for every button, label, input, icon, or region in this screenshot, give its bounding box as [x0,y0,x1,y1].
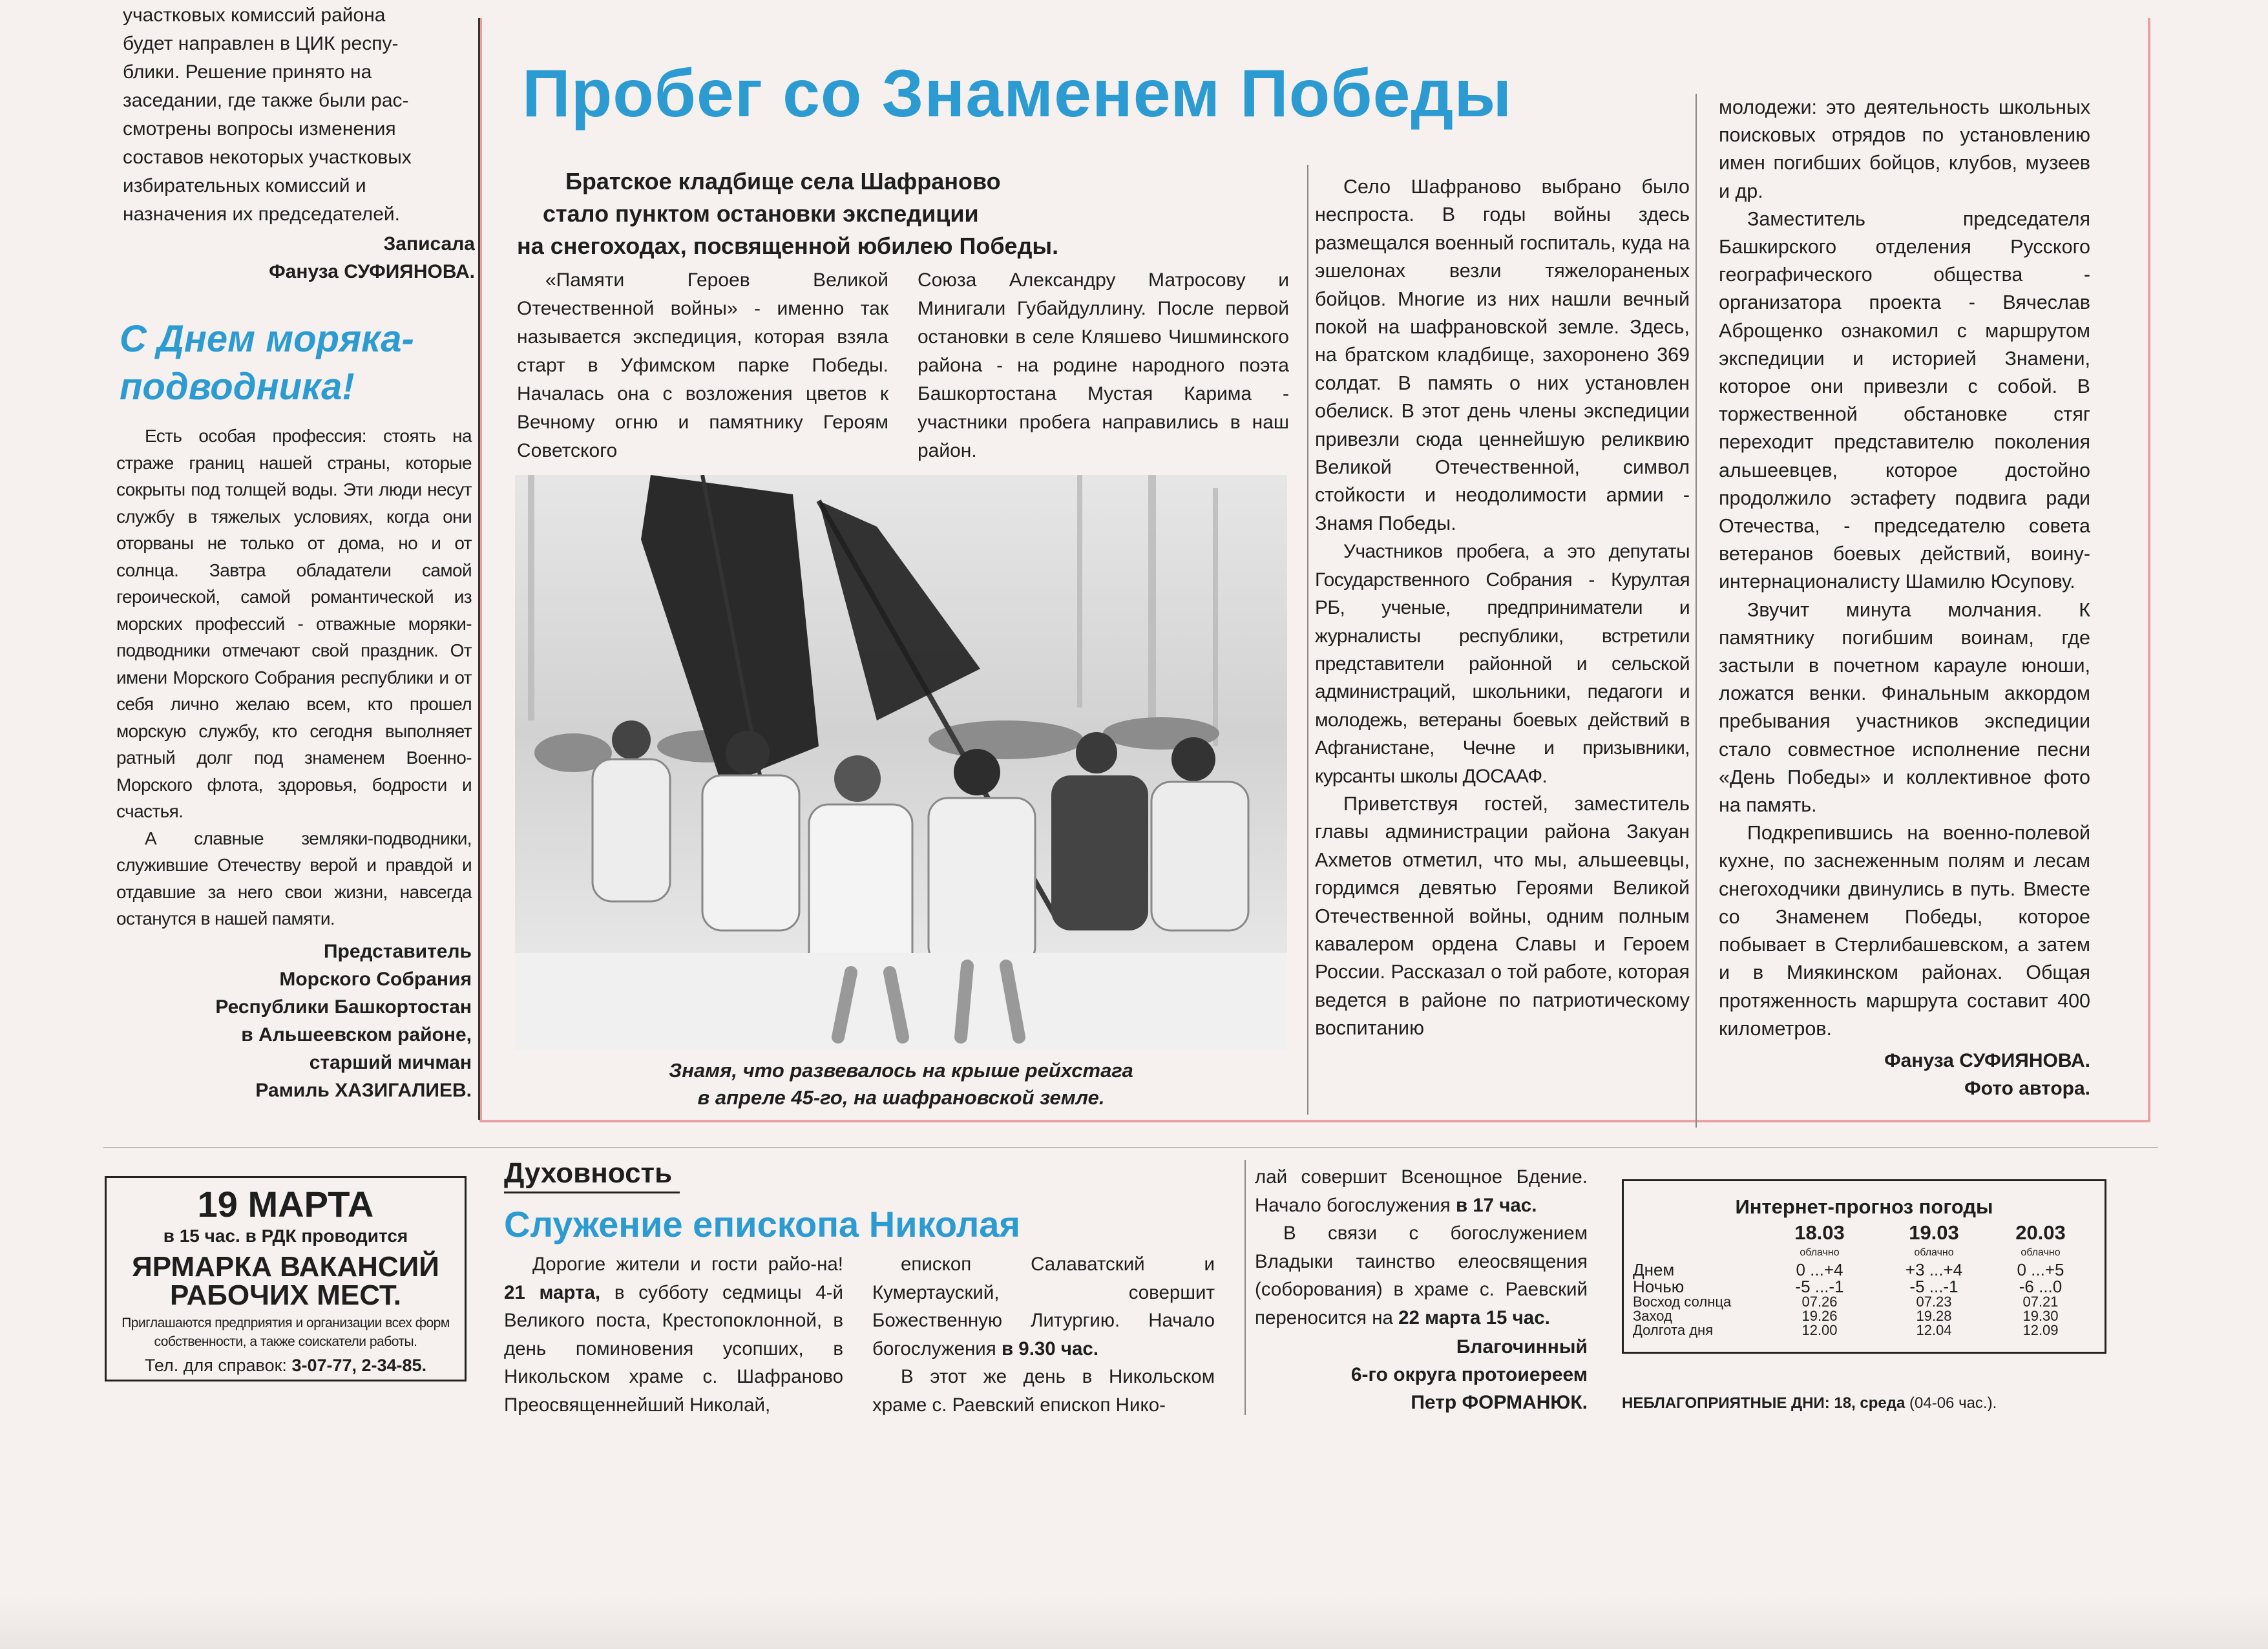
column-divider [478,18,480,1120]
main-col3: Село Шафраново выбрано было неспроста. В годы войны здесь размещался военный госпиталь, куда на эшелонах везли тяжелораненых бойцов. Многие из них нашли вечный покой на шафрановской земле. Здесь, на братском кладбище, захоронено 369 солдат. В память о них установлен обелиск. В этот день члены экспедиции привезли сюда ценнейшую реликвию Великой Отечественной, символ стойкости и неодолимости армии - Знамя Победы. Участников пробега, а это депутаты Государственного Собрания - Курултая РБ, ученые, предприниматели и журналисты республики, встретили представители районной и сельской администраций, школьники, педагоги и молодежь, ветераны боевых действий в Афганистане, Чечне и призывники, курсанты школы ДОСААФ. Приветствуя гостей, заместитель главы администрации района Закуан Ахметов отметил, что мы, альшеевцы, гордимся девятью Героями Великой Отечественной войны, одним полным кавалером ордена Славы и Героем России. Рассказал о той работе, которая ведется в районе по патриотическому воспитанию [1315,176,1690,1040]
weather-dates: 18.03 19.03 20.03 [1794,1221,2066,1244]
spirituality-col3: лай совершит Всенощное Бдение. Начало богослужения в 17 час. В связи с богослужением Владыки таинство елеосвящения (соборования) в храме с. Раевский переносится на 22 марта 15 час. Благочинный 6-го округа протоиереем Петр ФОРМАНЮК. [1255,1163,1588,1416]
paper-edge [0,1596,2268,1649]
weather-row: Ночью -5 ...-1 -5 ...-1 -6 ...0 [1633,1277,2063,1296]
main-signature: Фануза СУФИЯНОВА. Фото автора. [1884,1049,2090,1099]
spirituality-col1: Дорогие жители и гости райо-на! 21 марта, в субботу седмицы 4-й Великого поста, Крестопоклонной, в день поминовения усопших, в Никольском храме с. Шафраново Преосвященнейший Николай, [504,1254,843,1416]
spirituality-rubric: Духовность [504,1155,680,1193]
main-headline: Пробег со Знаменем Победы [522,56,1513,131]
main-col2: Союза Александру Матросову и Минигали Губайдуллину. После первой остановки в селе Кляшево Чишминского района - на родине народного поэта Башкортостана Мустая Карима - участники пробега направились в наш район. [918,269,1289,461]
job-fair-title: ЯРМАРКА ВАКАНСИЙ РАБОЧИХ МЕСТ. [132,1251,439,1311]
weather-title: Интернет-прогноз погоды [1735,1195,1993,1218]
greeting-article [116,315,472,1104]
main-col1: «Памяти Героев Великой Отечественной войны» - именно так называется экспедиция, которая взяла старт в Уфимском парке Победы. Началась она с возложения цветов к Вечному огню и памятнику Героям Советского [517,269,888,461]
greeting-signature: Представитель Морского Собрания Республики Башкортостан в Альшеевском районе, старший мичман Рамиль ХАЗИГАЛИЕВ. [215,940,472,1101]
continuation-text: участковых комиссий района будет направлен в ЦИК респу- блики. Решение принято на заседании, где также были рас- смотрены вопросы изменения составов некоторых участковых избирательных комиссий и назначения их председателей. [123,5,412,225]
greeting-body: Есть особая профессия: стоять на страже границ нашей страны, которые сокрыты под толщей воды. Эти люди несут службу в тяжелых условиях, когда они оторваны не только от дома, но и от солнца. Завтра обладатели самой героической, самой романтической из морских профессий - отважные моряки-подводники отмечают свой праздник. От имени Морского Собрания республики и от себя лично желаю всем, кто прошел морскую службу, кто сегодня выполняет ратный долг под знаменем Военно-Морского флота, здоровья, бодрости и счастья. А славные земляки-подводники, служившие Отечеству верой и правдой и отдавшие за него свои жизни, навсегда останутся в нашей памяти. [116,426,472,929]
job-fair-date: 19 МАРТА [197,1184,374,1224]
job-fair-note: Приглашаются предприятия и организации всех форм собственности, а также соискатели работы. [121,1316,450,1349]
weather-row: Восход солнца 07.26 07.23 07.21 [1633,1294,2059,1310]
main-lead: Братское кладбище села Шафраново стало пунктом остановки экспедиции на снегоходах, посвященной юбилею Победы. [517,168,1059,259]
job-fair-box [105,1176,467,1381]
weather-conditions: облачно облачно облачно [1800,1247,2061,1258]
spirituality-headline: Служение епископа Николая [504,1204,1021,1245]
column-divider [1244,1160,1246,1415]
greeting-title: С Днем моряка- подводника! [120,318,414,408]
photo-scene [515,475,1287,1050]
spirituality-col2: епископ Салаватский и Кумертауский, совершит Божественную Литургию. Начало богослужения в 9.30 час. В этот же день в Никольском храме с. Раевский епископ Нико- [872,1254,1215,1416]
main-col4: молодежи: это деятельность школьных поисковых отрядов по установлению имен погибших бойцов, клубов, музеев и др. Заместитель председателя Башкирского отделения Русского географического общества - организатора проекта - Вячеслав Аброщенко ознакомил с маршрутом экспедиции и историей Знамени, которое они привезли с собой. В торжественной обстановке стяг переходит представителю поколения альшеевцев, которое достойно продолжило эстафету подвига ради Отечества, - председателю совета ветеранов боевых действий, воину-интернационалисту Шамилю Юсупову. Звучит минута молчания. К памятнику погибшим воинам, где застыли в почетном карауле юноши, ложатся венки. Финальным аккордом пребывания участников экспедиции стало совместное исполнение песни «День Победы» и коллективное фото на память. Подкрепившись на военно-полевой кухне, по заснеженным полям и лесам снегоходчики двинулись в путь. Вместе со Знаменем Победы, которое побывает в Стерлибашевском, а затем и в Миякинском районах. Общая протяженность маршрута составит 400 километров. Фануза СУФИЯНОВА. Фото автора. [1719,94,2090,1102]
weather-box [1622,1179,2106,1354]
spirituality-signature: Благочинный 6-го округа протоиереем Петр ФОРМАНЮК. [1350,1336,1588,1413]
weather-row: Долгота дня 12.00 12.04 12.09 [1633,1322,2059,1338]
left-continuation [123,1,475,286]
weather-row: Заход 19.26 19.28 19.30 [1633,1308,2059,1324]
photo-caption: Знамя, что развевалось на крыше рейхстага в апреле 45-го, на шафрановской земле. [669,1059,1133,1109]
column-divider [1307,165,1308,1115]
expedition-photo [515,475,1287,1050]
horizontal-rule [103,1147,2158,1148]
job-fair-phone: Тел. для справок: 3-07-77, 2-34-85. [144,1356,427,1375]
column-divider [1696,94,1697,1128]
continuation-signature: Записала Фануза СУФИЯНОВА. [269,233,475,282]
weather-row: Днем 0 ...+4 +3 ...+4 0 ...+5 [1633,1260,2064,1279]
job-fair-line1: в 15 час. в РДК проводится [163,1226,408,1246]
bad-days: НЕБЛАГОПРИЯТНЫЕ ДНИ: 18, среда (04-06 час.). [1622,1394,1997,1412]
